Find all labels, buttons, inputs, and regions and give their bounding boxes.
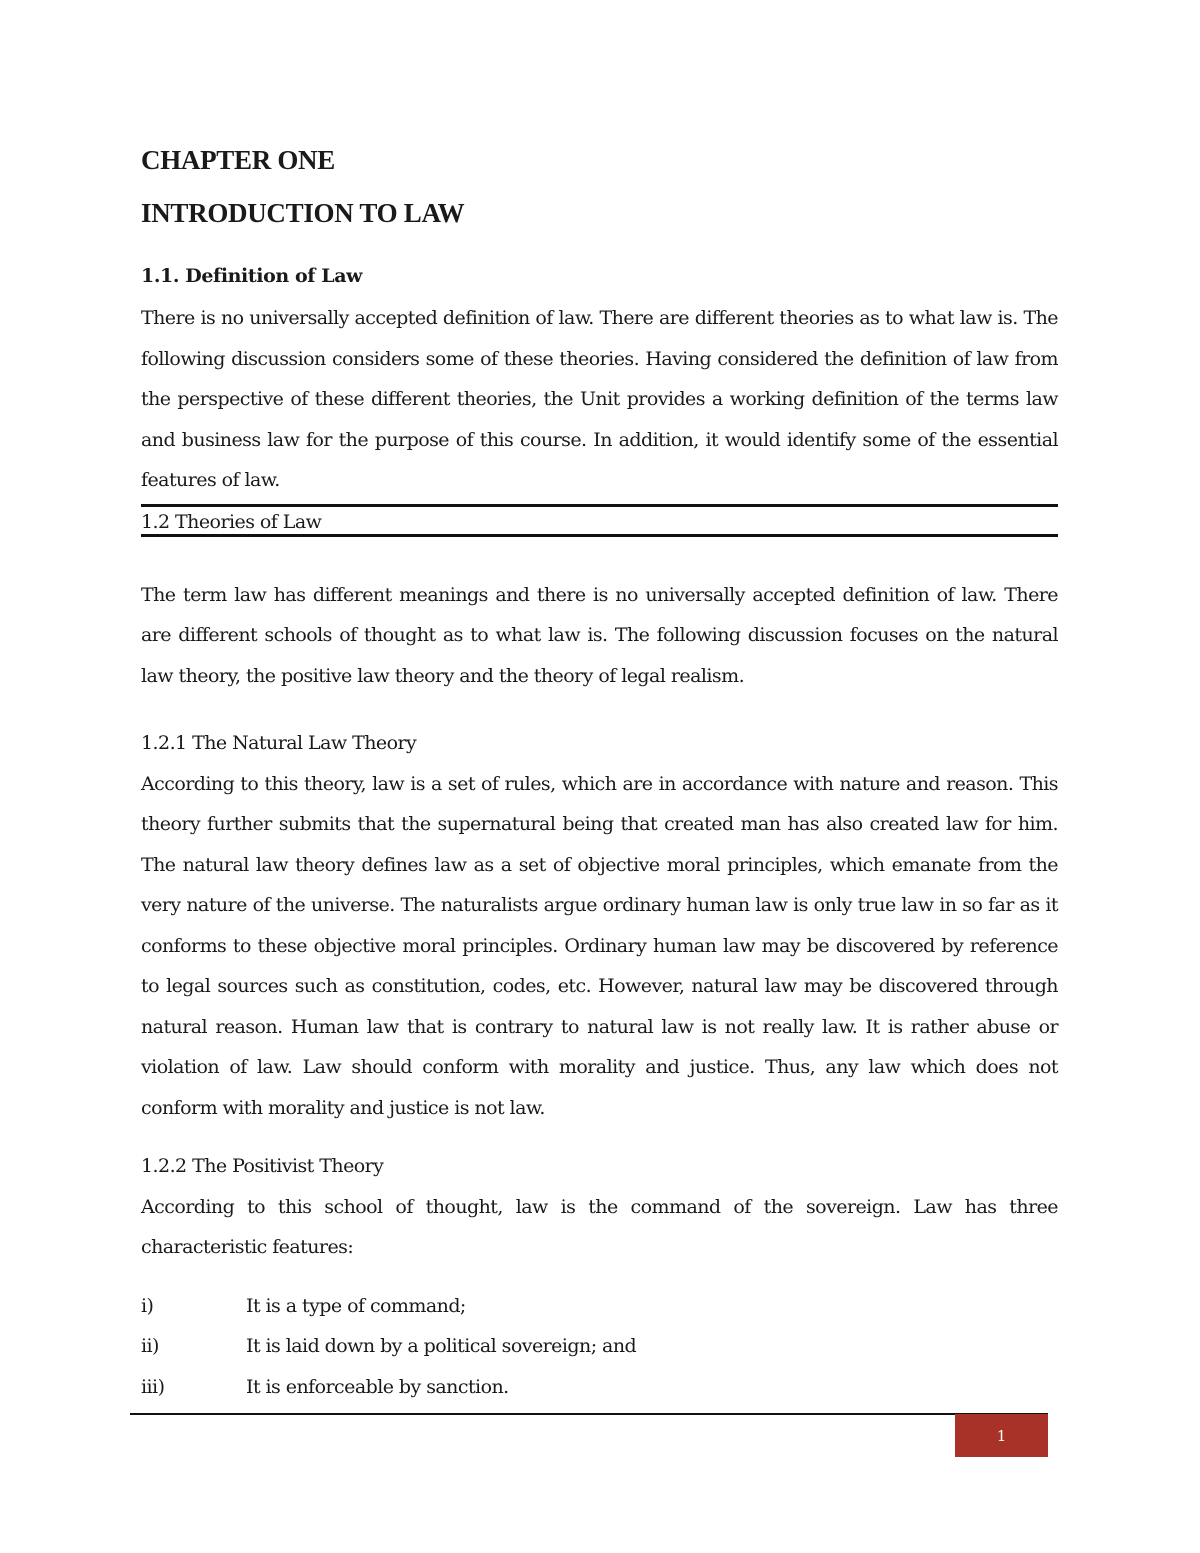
list-item	[141, 1367, 1058, 1408]
page-number-badge	[955, 1414, 1048, 1457]
section-heading-positivist: 1.2.2 The Positivist Theory	[141, 1155, 384, 1177]
paragraph-theories: The term law has different meanings and there is no universally accepted definition of law. There are different schools of thought as to what law is. The following discussion focuses on the natural law theory, the positive law theory and the theory of legal realism.	[141, 583, 1058, 687]
list-item-number: iii)	[141, 1375, 165, 1398]
footer-divider	[130, 1413, 1048, 1415]
section-heading-definition: 1.1. Definition of Law	[141, 265, 363, 287]
paragraph-natural-law: According to this theory, law is a set of rules, which are in accordance with nature and reason. This theory further submits that the supernatural being that created man has also created law for him. The natural law theory defines law as a set of objective moral principles, which emanate from the very nature of the universe. The naturalists argue ordinary human law is only true law in so far as it conforms to these objective moral principles. Ordinary human law may be discovered by reference to legal sources such as constitution, codes, etc. However, natural law may be discovered through natural reason. Human law that is contrary to natural law is not really law. It is rather abuse or violation of law. Law should conform with morality and justice. Thus, any law which does not conform with morality and justice is not law.	[141, 772, 1058, 1119]
list-item-number: i)	[141, 1294, 154, 1317]
chapter-label: CHAPTER ONE	[141, 145, 335, 175]
section-heading-natural-law: 1.2.1 The Natural Law Theory	[141, 732, 417, 754]
list-item-text: It is enforceable by sanction.	[246, 1375, 509, 1398]
section-heading-theories: 1.2 Theories of Law	[141, 504, 1058, 537]
list-item	[141, 1326, 1058, 1367]
page-number: 1	[996, 1426, 1007, 1445]
list-item-number: ii)	[141, 1335, 159, 1357]
list-item-text: It is a type of command;	[246, 1294, 466, 1317]
list-item	[141, 1286, 1058, 1327]
paragraph-positivist: According to this school of thought, law is the command of the sovereign. Law has three characteristic features:	[141, 1195, 1058, 1258]
list-item-text: It is laid down by a political sovereign; and	[246, 1335, 637, 1357]
page-content	[141, 135, 1058, 1407]
chapter-title: INTRODUCTION TO LAW	[141, 198, 465, 228]
paragraph-definition: There is no universally accepted definition of law. There are different theories as to what law is. The following discussion considers some of these theories. Having considered the definition of law from the perspective of these different theories, the Unit provides a working definition of the terms law and business law for the purpose of this course. In addition, it would identify some of the essential features of law.	[141, 307, 1058, 491]
positivist-features-list	[141, 1286, 1058, 1408]
